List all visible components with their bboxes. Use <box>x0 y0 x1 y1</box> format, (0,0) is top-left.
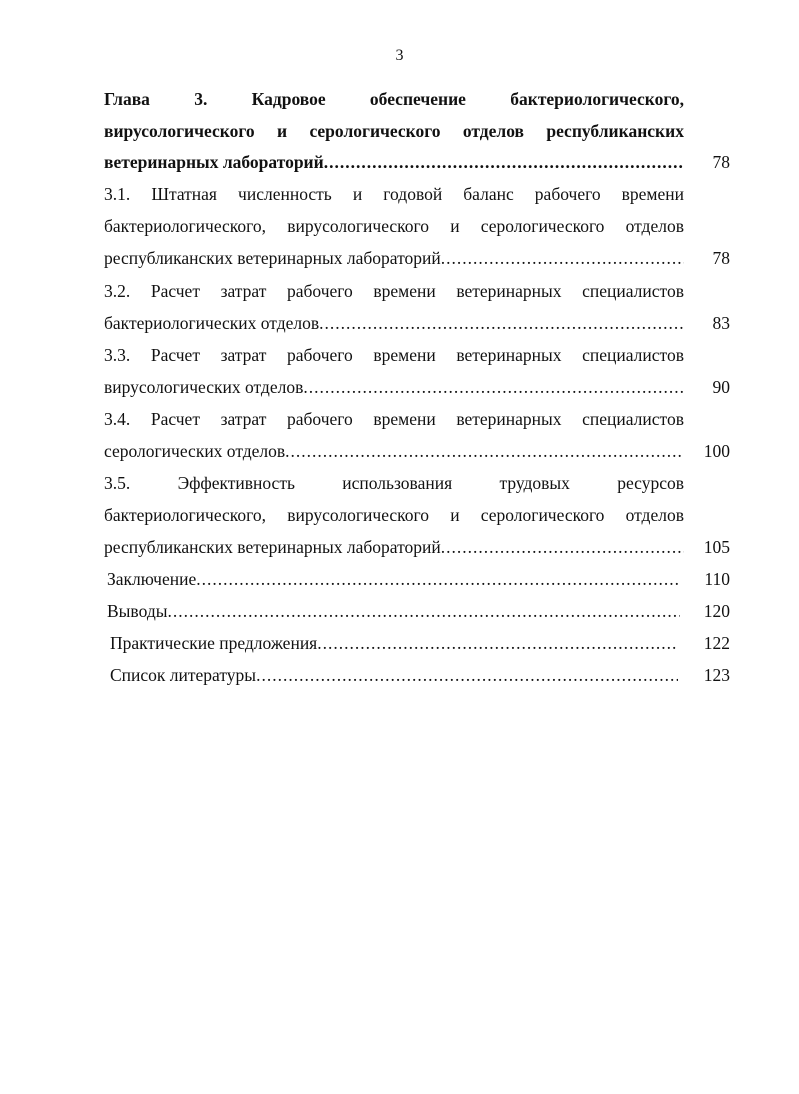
word: ветеринарных <box>456 281 562 301</box>
dot-leader <box>256 664 678 686</box>
word: затрат <box>220 281 267 301</box>
word: Расчет <box>150 409 200 429</box>
toc-page-number: 78 <box>712 152 730 172</box>
toc-title-tail: ветеринарных лабораторий <box>104 152 324 172</box>
word: и <box>352 184 363 204</box>
word: 3.5. <box>104 473 131 493</box>
toc-title-tail: республиканских ветеринарных лабораторий <box>104 248 441 268</box>
word: Кадровое <box>251 89 326 109</box>
toc-page-number: 105 <box>703 537 730 557</box>
word: рабочего <box>286 345 353 365</box>
word: времени <box>373 345 436 365</box>
toc-title-tail: серологических отделов <box>104 441 286 461</box>
word: серологического <box>480 216 605 236</box>
toc-line <box>104 408 684 430</box>
toc-line-leader <box>104 151 684 173</box>
word: серологического <box>309 121 441 141</box>
word: баланс <box>463 184 514 204</box>
toc-title: Заключение <box>107 569 197 589</box>
word: численность <box>238 184 332 204</box>
word: времени <box>621 184 684 204</box>
word: затрат <box>220 409 267 429</box>
word: 3.3. <box>104 345 131 365</box>
toc-title: Список литературы <box>110 665 257 685</box>
word: вирусологического <box>287 505 430 525</box>
toc-page-number: 78 <box>712 248 730 268</box>
word: затрат <box>220 345 267 365</box>
toc-line <box>104 120 684 142</box>
dot-leader <box>319 312 684 334</box>
word: времени <box>373 409 436 429</box>
word: 3. <box>194 89 208 109</box>
word: рабочего <box>286 281 353 301</box>
toc-line <box>104 472 684 494</box>
toc-line-leader <box>104 247 684 269</box>
word: рабочего <box>534 184 601 204</box>
word: Глава <box>104 89 150 109</box>
word: отделов <box>625 505 684 525</box>
word: бактериологического, <box>104 216 267 236</box>
word: специалистов <box>582 345 684 365</box>
word: бактериологического, <box>104 505 267 525</box>
word: бактериологического, <box>510 89 684 109</box>
dot-leader <box>303 376 684 398</box>
toc-line-leader <box>110 664 678 686</box>
word: и <box>450 505 460 525</box>
dot-leader <box>167 600 680 622</box>
word: Эффективность <box>177 473 295 493</box>
toc-title-tail: бактериологических отделов <box>104 313 320 333</box>
toc-page-number: 123 <box>703 665 730 685</box>
word: Расчет <box>150 281 200 301</box>
toc-page-number: 122 <box>703 633 730 653</box>
word: обеспечение <box>369 89 466 109</box>
word: вирусологического <box>287 216 430 236</box>
word: ветеринарных <box>456 345 562 365</box>
word: использования <box>342 473 453 493</box>
toc-title: Выводы <box>107 601 168 621</box>
toc-page-number: 120 <box>703 601 730 621</box>
word: 3.4. <box>104 409 131 429</box>
toc-line <box>104 344 684 366</box>
dot-leader <box>317 632 678 654</box>
word: трудовых <box>499 473 570 493</box>
toc-title-tail: вирусологических отделов <box>104 377 304 397</box>
word: и <box>276 121 288 141</box>
toc-line-leader <box>107 568 680 590</box>
word: рабочего <box>286 409 353 429</box>
word: отделов <box>625 216 684 236</box>
word: ветеринарных <box>456 409 562 429</box>
word: Расчет <box>150 345 200 365</box>
word: вирусологического <box>104 121 255 141</box>
toc-line-leader <box>104 376 684 398</box>
toc-line <box>104 280 684 302</box>
word: 3.2. <box>104 281 131 301</box>
word: годовой <box>383 184 443 204</box>
toc-line <box>104 215 684 237</box>
toc-page-number: 110 <box>704 569 730 589</box>
toc-line-leader <box>104 440 684 462</box>
dot-leader <box>441 536 684 558</box>
dot-leader <box>441 247 684 269</box>
word: Штатная <box>151 184 217 204</box>
page-number: 3 <box>395 47 404 64</box>
toc-title-tail: республиканских ветеринарных лабораторий <box>104 537 441 557</box>
toc-title: Практические предложения <box>110 633 318 653</box>
dot-leader <box>324 151 684 173</box>
toc-page-number: 100 <box>703 441 730 461</box>
word: специалистов <box>582 409 684 429</box>
dot-leader <box>285 440 684 462</box>
toc-page-number: 90 <box>712 377 730 397</box>
toc-line <box>104 88 684 110</box>
toc-line <box>104 504 684 526</box>
dot-leader <box>196 568 680 590</box>
word: серологического <box>480 505 605 525</box>
word: ресурсов <box>617 473 684 493</box>
word: и <box>450 216 460 236</box>
word: отделов <box>462 121 524 141</box>
word: времени <box>373 281 436 301</box>
word: 3.1. <box>104 184 131 204</box>
toc-line <box>104 183 684 205</box>
toc-line-leader <box>107 600 680 622</box>
word: специалистов <box>582 281 684 301</box>
word: республиканских <box>546 121 684 141</box>
toc-page-number: 83 <box>712 313 730 333</box>
toc-line-leader <box>104 312 684 334</box>
toc-line-leader <box>110 632 678 654</box>
toc-line-leader <box>104 536 684 558</box>
